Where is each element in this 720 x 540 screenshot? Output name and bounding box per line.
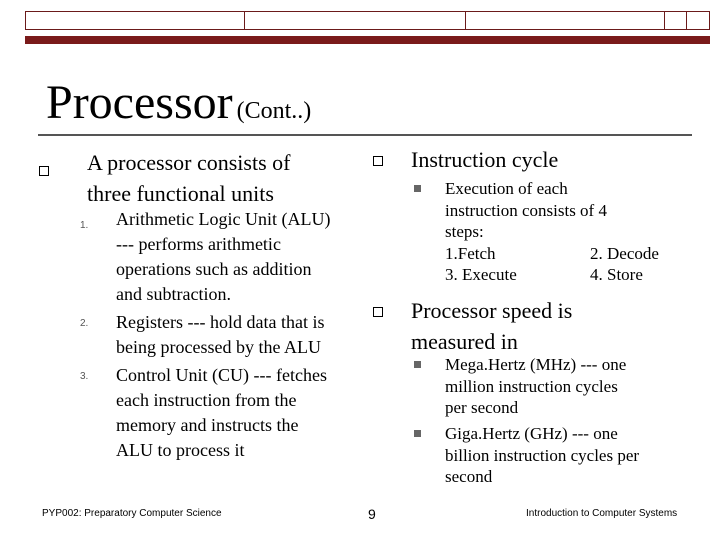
top-bar-stripe <box>25 36 710 44</box>
steps-row <box>445 243 670 265</box>
step-store: 4. Store <box>590 265 643 284</box>
text-line: Giga.Hertz (GHz) --- one <box>445 424 618 443</box>
top-bar-cell <box>465 11 665 30</box>
title-sub: (Cont..) <box>236 98 312 124</box>
text-line: operations such as addition <box>116 259 312 279</box>
hollow-square-bullet-icon <box>373 307 383 317</box>
filled-square-bullet-icon <box>414 430 421 437</box>
title-divider <box>38 134 692 136</box>
text-line: steps: <box>445 222 484 241</box>
filled-square-bullet-icon <box>414 185 421 192</box>
text-line: billion instruction cycles per <box>445 445 640 465</box>
step-execute: 3. Execute <box>445 265 517 284</box>
text-line: ALU to process it <box>116 440 245 460</box>
instruction-cycle-heading: Instruction cycle <box>411 147 559 172</box>
text-line: Processor speed is <box>411 298 573 323</box>
text-line: each instruction from the <box>116 390 297 410</box>
footer-course: PYP002: Preparatory Computer Science <box>42 508 222 519</box>
slide-title <box>46 75 311 130</box>
ghz-text <box>445 423 639 488</box>
top-decoration-bar <box>25 11 710 32</box>
footer-topic: Introduction to Computer Systems <box>526 508 678 519</box>
list-item-registers <box>116 310 324 360</box>
filled-square-bullet-icon <box>414 361 421 368</box>
mhz-text <box>445 354 626 419</box>
steps-row <box>445 264 670 286</box>
list-number: 2. <box>80 318 89 329</box>
list-item-alu <box>116 207 330 307</box>
step-fetch: 1.Fetch <box>445 243 496 263</box>
hollow-square-bullet-icon <box>373 156 383 166</box>
text-line: instruction consists of 4 <box>445 200 607 220</box>
execution-steps-text <box>445 178 670 286</box>
text-line: --- performs arithmetic <box>116 234 281 254</box>
text-line: Registers --- hold data that is <box>116 312 325 332</box>
text-line: being processed by the ALU <box>116 337 321 357</box>
text-line: Execution of each <box>445 179 568 198</box>
title-main: Processor <box>46 76 233 129</box>
text-line: A processor consists of <box>87 150 291 175</box>
text-line: per second <box>445 398 519 417</box>
top-bar-cell <box>664 11 687 30</box>
left-bullet-text <box>87 147 290 209</box>
list-number: 1. <box>80 220 89 231</box>
text-line: Arithmetic Logic Unit (ALU) <box>116 209 331 229</box>
processor-speed-heading <box>411 295 572 357</box>
text-line: measured in <box>411 329 518 354</box>
text-line: second <box>445 467 493 486</box>
top-bar-cell <box>25 11 245 30</box>
list-number: 3. <box>80 371 89 382</box>
text-line: and subtraction. <box>116 284 231 304</box>
list-item-control-unit <box>116 363 327 463</box>
top-bar-cell <box>686 11 710 30</box>
page-number: 9 <box>368 506 376 522</box>
top-bar-cell <box>244 11 466 30</box>
step-decode: 2. Decode <box>590 243 659 263</box>
text-line: Mega.Hertz (MHz) --- one <box>445 355 627 374</box>
text-line: memory and instructs the <box>116 415 299 435</box>
text-line: million instruction cycles <box>445 376 618 396</box>
hollow-square-bullet-icon <box>39 166 49 176</box>
text-line: three functional units <box>87 181 274 206</box>
text-line: Control Unit (CU) --- fetches <box>116 365 327 385</box>
